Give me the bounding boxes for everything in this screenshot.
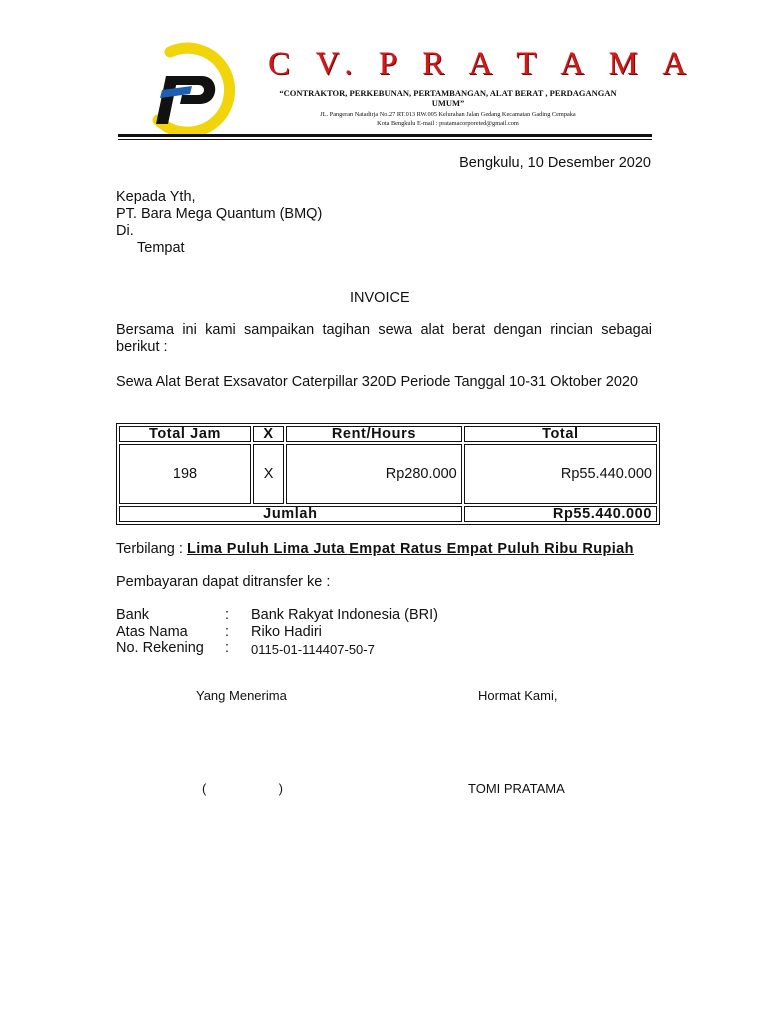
bank-sep: :	[225, 607, 230, 623]
company-name: C V. P R A T A M A	[268, 46, 696, 82]
recipient-salutation: Kepada Yth,	[116, 189, 196, 205]
invoice-title: INVOICE	[350, 290, 410, 306]
cell-hours: 198	[119, 444, 251, 504]
account-name-label: Atas Nama	[116, 624, 188, 640]
cell-x: X	[253, 444, 284, 504]
footer-total: Rp55.440.000	[464, 506, 657, 522]
account-name-sep: :	[225, 624, 230, 640]
table-row	[119, 444, 657, 504]
amount-in-words	[116, 541, 634, 558]
company-address	[268, 110, 628, 128]
payment-intro: Pembayaran dapat ditransfer ke :	[116, 574, 331, 590]
date-line: Bengkulu, 10 Desember 2020	[459, 155, 651, 171]
recipient-company: PT. Bara Mega Quantum (BMQ)	[116, 206, 323, 222]
receiver-signature-blank: ( )	[202, 781, 283, 796]
account-name-value: Riko Hadiri	[251, 624, 322, 640]
invoice-table	[116, 423, 660, 525]
sender-name: TOMI PRATAMA	[468, 781, 565, 796]
description-paragraph: Sewa Alat Berat Exsavator Caterpillar 320D Periode Tanggal 10-31 Oktober 2020	[116, 374, 639, 390]
header-rule-thin	[118, 139, 652, 140]
header-total: Total	[464, 426, 657, 442]
company-tagline: “CONTRAKTOR, PERKEBUNAN, PERTAMBANGAN, ALAT BERAT , PERDAGANGAN UMUM”	[279, 88, 617, 108]
email-line: Kota Bengkulu E-mail : pratamacorporeted@gmail.com	[377, 120, 519, 127]
header-rule	[118, 134, 652, 137]
bank-value: Bank Rakyat Indonesia (BRI)	[251, 607, 438, 623]
account-number-value: 0115-01-114407-50-7	[251, 642, 375, 657]
header-total-jam: Total Jam	[119, 426, 251, 442]
table-header-row	[119, 426, 657, 442]
account-number-label: No. Rekening	[116, 640, 204, 656]
amount-words-label: Terbilang :	[116, 541, 187, 557]
header-x: X	[253, 426, 284, 442]
account-number-sep: :	[225, 640, 230, 656]
footer-label: Jumlah	[119, 506, 462, 522]
address-line: JL. Pangeran Natadirja No.27 RT.013 RW.005 Kelurahan Jalan Gedang Kecamatan Gading Cempaka	[320, 111, 576, 118]
intro-paragraph: Bersama ini kami sampaikan tagihan sewa alat berat dengan rincian sebagai berikut :	[116, 322, 652, 355]
company-logo-icon	[140, 42, 238, 136]
header-rent-hours: Rent/Hours	[286, 426, 462, 442]
cell-rate: Rp280.000	[286, 444, 462, 504]
bank-label: Bank	[116, 607, 150, 623]
letterhead	[118, 40, 696, 140]
sender-label: Hormat Kami,	[478, 688, 558, 703]
amount-words-text: Lima Puluh Lima Juta Empat Ratus Empat Puluh Ribu Rupiah	[186, 541, 634, 557]
receiver-label: Yang Menerima	[196, 688, 287, 703]
recipient-place: Tempat	[137, 240, 185, 256]
recipient-di: Di.	[116, 223, 134, 239]
table-footer-row	[119, 506, 657, 522]
cell-total: Rp55.440.000	[464, 444, 657, 504]
